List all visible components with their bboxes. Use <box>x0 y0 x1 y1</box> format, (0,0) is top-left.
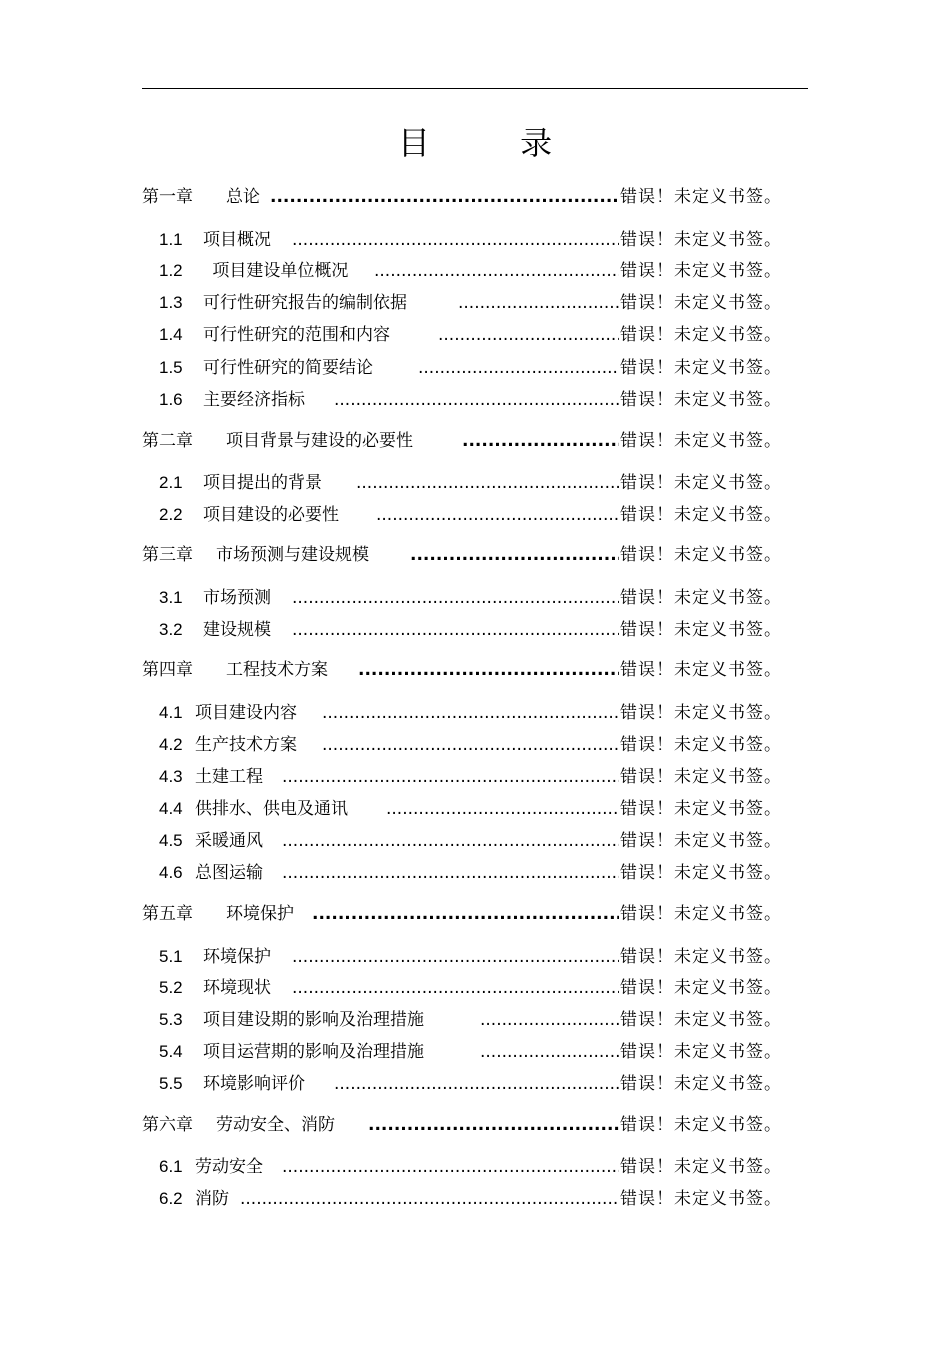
toc-entry-title: 可行性研究的范围和内容 <box>203 325 390 345</box>
toc-page-reference: 错误！未定义书签。 <box>620 545 782 565</box>
toc-section-entry[interactable] <box>159 256 782 282</box>
dot-leader <box>282 767 619 787</box>
toc-page-reference: 错误！未定义书签。 <box>620 799 782 819</box>
dot-leader <box>376 505 619 525</box>
dot-leader <box>458 293 619 313</box>
toc-entry-title: 项目建设内容 <box>195 703 297 723</box>
dot-leader <box>282 863 619 883</box>
toc-entry-number: 4.4 <box>159 799 183 818</box>
toc-page-reference: 错误！未定义书签。 <box>620 620 782 640</box>
toc-section-entry[interactable] <box>159 973 782 999</box>
toc-title: 目 录 <box>397 124 593 162</box>
toc-section-entry[interactable] <box>159 794 782 820</box>
toc-page-reference: 错误！未定义书签。 <box>620 505 782 525</box>
toc-entry-number: 第一章 <box>142 187 193 207</box>
toc-chapter-entry[interactable] <box>142 182 782 208</box>
dot-leader <box>292 978 619 998</box>
toc-entry-number: 2.1 <box>159 473 183 492</box>
toc-page-reference: 错误！未定义书签。 <box>620 947 782 967</box>
dot-leader <box>334 390 619 410</box>
toc-page-reference: 错误！未定义书签。 <box>620 1010 782 1030</box>
toc-section-entry[interactable] <box>159 615 782 641</box>
toc-page-reference: 错误！未定义书签。 <box>620 473 782 493</box>
dot-leader <box>282 831 619 851</box>
toc-entry-title: 总图运输 <box>195 863 263 883</box>
toc-page-reference: 错误！未定义书签。 <box>620 735 782 755</box>
toc-page-reference: 错误！未定义书签。 <box>620 767 782 787</box>
toc-entry-number: 1.2 <box>159 261 183 280</box>
toc-entry-number: 2.2 <box>159 505 183 524</box>
toc-page-reference: 错误！未定义书签。 <box>620 187 782 207</box>
toc-page-reference: 错误！未定义书签。 <box>620 1074 782 1094</box>
toc-page-reference: 错误！未定义书签。 <box>620 325 782 345</box>
toc-page-reference: 错误！未定义书签。 <box>620 358 782 378</box>
toc-section-entry[interactable] <box>159 288 782 314</box>
toc-chapter-entry[interactable] <box>142 899 782 925</box>
toc-section-entry[interactable] <box>159 385 782 411</box>
toc-entry-title: 主要经济指标 <box>203 390 305 410</box>
toc-entry-number: 4.3 <box>159 767 183 786</box>
toc-entry-number: 第五章 <box>142 904 193 924</box>
toc-section-entry[interactable] <box>159 698 782 724</box>
dot-leader <box>418 358 619 378</box>
toc-entry-number: 4.5 <box>159 831 183 850</box>
dot-leader <box>334 1074 619 1094</box>
dot-leader <box>368 1115 619 1135</box>
toc-entry-title: 工程技术方案 <box>226 660 328 680</box>
toc-entry-title: 市场预测 <box>203 588 271 608</box>
toc-page-reference: 错误！未定义书签。 <box>620 904 782 924</box>
toc-entry-title: 可行性研究的简要结论 <box>203 358 373 378</box>
toc-entry-title: 项目建设的必要性 <box>203 505 339 525</box>
toc-section-entry[interactable] <box>159 353 782 379</box>
toc-entry-title: 劳动安全 <box>195 1157 263 1177</box>
toc-page-reference: 错误！未定义书签。 <box>620 588 782 608</box>
dot-leader <box>386 799 619 819</box>
dot-leader <box>282 1157 619 1177</box>
toc-section-entry[interactable] <box>159 1037 782 1063</box>
toc-page-reference: 错误！未定义书签。 <box>620 1115 782 1135</box>
toc-entry-number: 第三章 <box>142 545 193 565</box>
toc-section-entry[interactable] <box>159 225 782 251</box>
toc-entry-title: 建设规模 <box>203 620 271 640</box>
toc-entry-number: 5.5 <box>159 1074 183 1093</box>
toc-entry-number: 第二章 <box>142 431 193 451</box>
toc-entry-title: 项目建设期的影响及治理措施 <box>203 1010 424 1030</box>
toc-chapter-entry[interactable] <box>142 540 782 566</box>
toc-page-reference: 错误！未定义书签。 <box>620 293 782 313</box>
toc-entry-number: 4.1 <box>159 703 183 722</box>
toc-section-entry[interactable] <box>159 730 782 756</box>
toc-entry-number: 5.3 <box>159 1010 183 1029</box>
toc-entry-title: 劳动安全、消防 <box>216 1115 335 1135</box>
dot-leader <box>356 473 619 493</box>
toc-entry-title: 环境保护 <box>203 947 271 967</box>
toc-section-entry[interactable] <box>159 762 782 788</box>
toc-entry-title: 总论 <box>226 187 260 207</box>
toc-entry-title: 供排水、供电及通讯 <box>195 799 348 819</box>
toc-entry-number: 5.4 <box>159 1042 183 1061</box>
toc-section-entry[interactable] <box>159 320 782 346</box>
toc-section-entry[interactable] <box>159 1005 782 1031</box>
toc-entry-number: 1.4 <box>159 325 183 344</box>
dot-leader <box>410 545 619 565</box>
dot-leader <box>292 620 619 640</box>
toc-entry-title: 市场预测与建设规模 <box>216 545 369 565</box>
dot-leader <box>292 588 619 608</box>
dot-leader <box>322 735 619 755</box>
dot-leader <box>462 431 619 451</box>
toc-section-entry[interactable] <box>159 942 782 968</box>
toc-entry-title: 项目背景与建设的必要性 <box>226 431 413 451</box>
toc-entry-number: 第六章 <box>142 1115 193 1135</box>
toc-entry-title: 项目运营期的影响及治理措施 <box>203 1042 424 1062</box>
dot-leader <box>270 187 619 207</box>
toc-entry-number: 4.6 <box>159 863 183 882</box>
toc-chapter-entry[interactable] <box>142 426 782 452</box>
toc-entry-number: 1.6 <box>159 390 183 409</box>
toc-entry-number: 4.2 <box>159 735 183 754</box>
toc-page-reference: 错误！未定义书签。 <box>620 261 782 281</box>
toc-section-entry[interactable] <box>159 468 782 494</box>
toc-section-entry[interactable] <box>159 858 782 884</box>
toc-entry-title: 项目提出的背景 <box>203 473 322 493</box>
toc-section-entry[interactable] <box>159 583 782 609</box>
dot-leader <box>480 1042 619 1062</box>
dot-leader <box>322 703 619 723</box>
toc-entry-title: 土建工程 <box>195 767 263 787</box>
toc-page-reference: 错误！未定义书签。 <box>620 1189 782 1209</box>
toc-entry-number: 5.1 <box>159 947 183 966</box>
toc-section-entry[interactable] <box>159 1184 782 1210</box>
toc-section-entry[interactable] <box>159 826 782 852</box>
toc-page-reference: 错误！未定义书签。 <box>620 831 782 851</box>
toc-page-reference: 错误！未定义书签。 <box>620 1157 782 1177</box>
toc-entry-number: 3.2 <box>159 620 183 639</box>
dot-leader <box>438 325 619 345</box>
toc-page-reference: 错误！未定义书签。 <box>620 978 782 998</box>
dot-leader <box>292 947 619 967</box>
toc-entry-number: 6.1 <box>159 1157 183 1176</box>
toc-entry-title: 采暖通风 <box>195 831 263 851</box>
toc-entry-title: 项目建设单位概况 <box>207 261 349 281</box>
toc-entry-number: 3.1 <box>159 588 183 607</box>
toc-page-reference: 错误！未定义书签。 <box>620 1042 782 1062</box>
toc-page-reference: 错误！未定义书签。 <box>620 660 782 680</box>
dot-leader <box>312 904 619 924</box>
dot-leader <box>480 1010 619 1030</box>
toc-entry-title: 消防 <box>195 1189 229 1209</box>
toc-page-reference: 错误！未定义书签。 <box>620 703 782 723</box>
dot-leader <box>292 230 619 250</box>
toc-entry-title: 环境现状 <box>203 978 271 998</box>
toc-page-reference: 错误！未定义书签。 <box>620 390 782 410</box>
dot-leader <box>358 660 619 680</box>
toc-entry-title: 环境保护 <box>226 904 294 924</box>
toc-section-entry[interactable] <box>159 1069 782 1095</box>
toc-entry-title: 可行性研究报告的编制依据 <box>203 293 407 313</box>
toc-entry-title: 环境影响评价 <box>203 1074 305 1094</box>
toc-page-reference: 错误！未定义书签。 <box>620 230 782 250</box>
toc-section-entry[interactable] <box>159 500 782 526</box>
toc-section-entry[interactable] <box>159 1152 782 1178</box>
toc-entry-number: 1.3 <box>159 293 183 312</box>
toc-entry-title: 生产技术方案 <box>195 735 297 755</box>
toc-chapter-entry[interactable] <box>142 655 782 681</box>
toc-page-reference: 错误！未定义书签。 <box>620 863 782 883</box>
dot-leader <box>240 1189 619 1209</box>
dot-leader <box>374 261 619 281</box>
toc-entry-number: 第四章 <box>142 660 193 680</box>
toc-entry-number: 5.2 <box>159 978 183 997</box>
toc-entry-number: 1.1 <box>159 230 183 249</box>
toc-chapter-entry[interactable] <box>142 1110 782 1136</box>
toc-entry-title: 项目概况 <box>203 230 271 250</box>
toc-entry-number: 1.5 <box>159 358 183 377</box>
toc-page-reference: 错误！未定义书签。 <box>620 431 782 451</box>
toc-entry-number: 6.2 <box>159 1189 183 1208</box>
